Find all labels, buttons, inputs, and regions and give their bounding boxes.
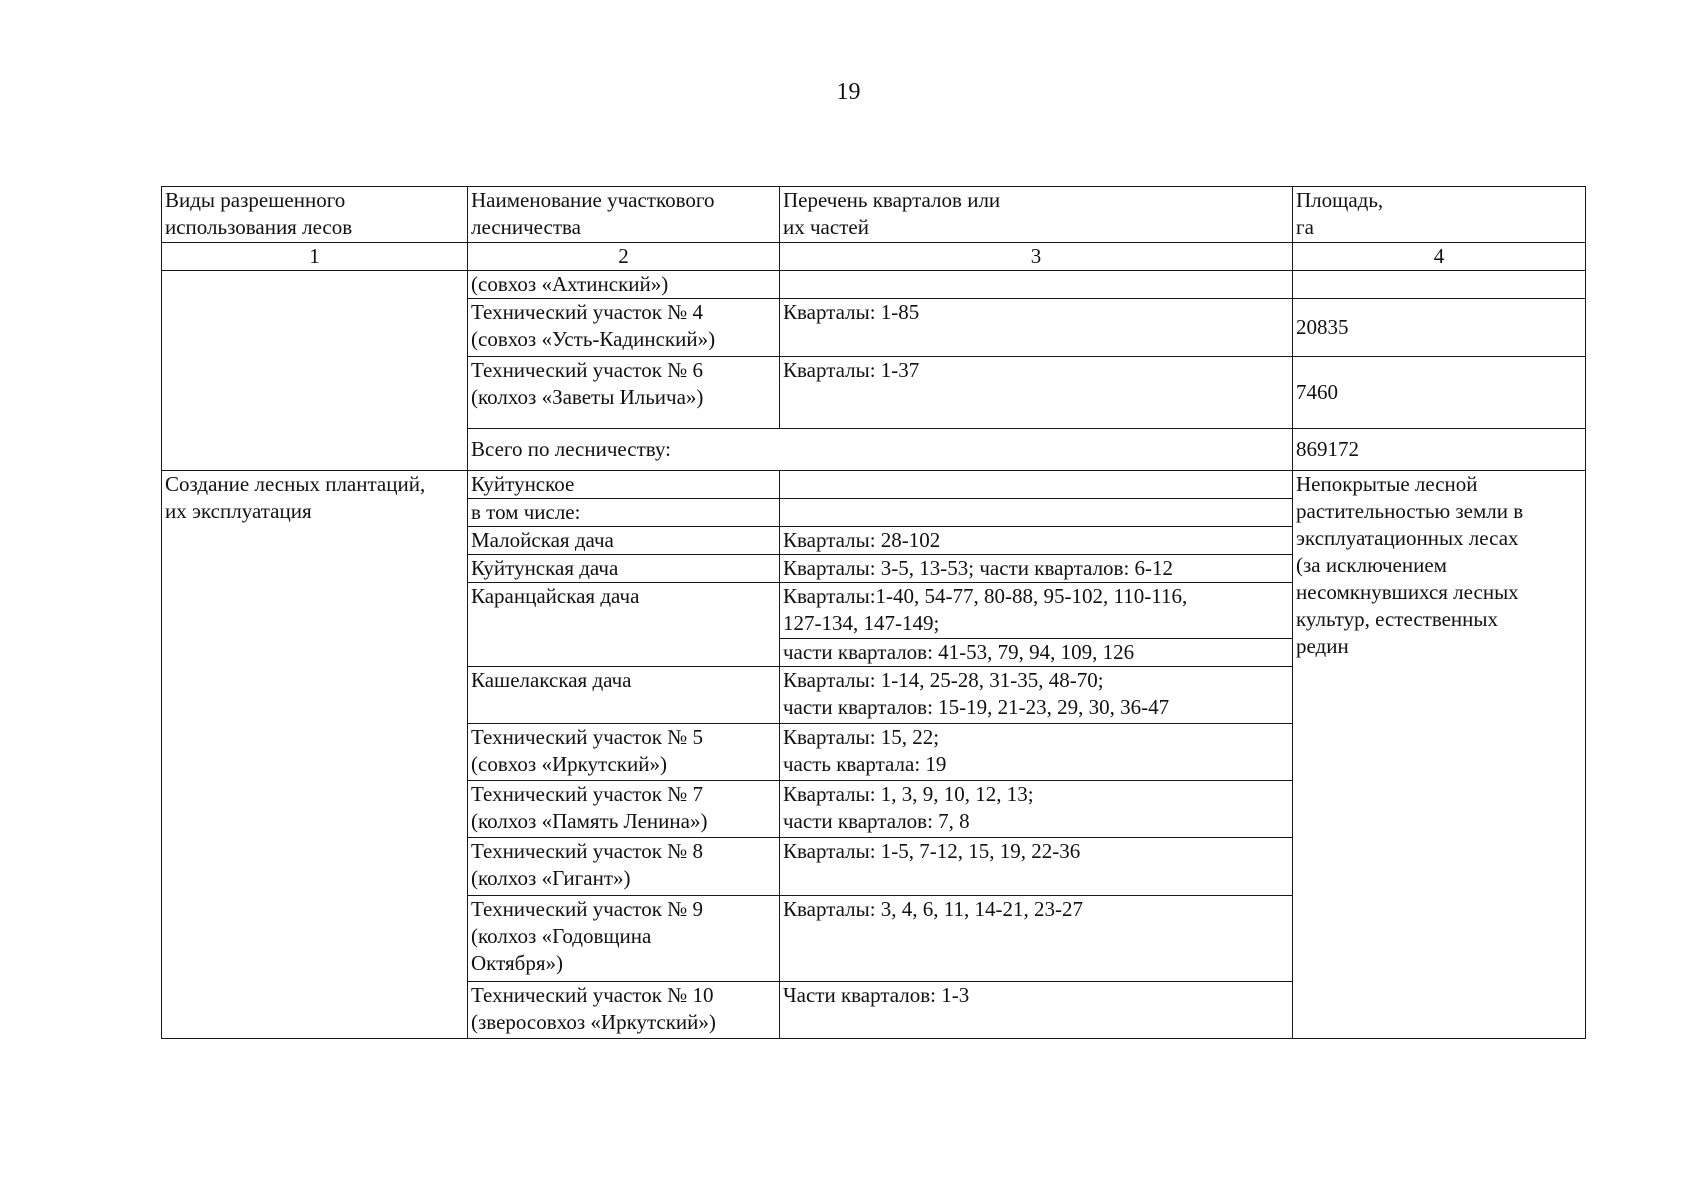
column-number: 2	[468, 243, 780, 271]
forestry-name-cell: Малойская дача	[468, 527, 780, 555]
forestry-name-cell: Технический участок № 4 (совхоз «Усть-Кадинский»)	[468, 299, 780, 357]
header-forestry-name: Наименование участкового лесничества	[468, 187, 780, 243]
forestry-name-cell: Куйтунское	[468, 471, 780, 499]
column-number: 4	[1293, 243, 1586, 271]
quarters-cell: Кварталы: 1-5, 7-12, 15, 19, 22-36	[780, 838, 1293, 896]
forestry-name-cell: Технический участок № 6 (колхоз «Заветы Ильича»)	[468, 357, 780, 429]
forestry-name-cell: Куйтунская дача	[468, 555, 780, 583]
quarters-cell: Кварталы: 15, 22; часть квартала: 19	[780, 724, 1293, 781]
quarters-cell: Части кварталов: 1-3	[780, 982, 1293, 1039]
column-number-row	[162, 243, 1586, 271]
forestry-name-cell: Каранцайская дача	[468, 583, 780, 667]
quarters-cell: Кварталы: 1-37	[780, 357, 1293, 429]
column-number: 3	[780, 243, 1293, 271]
quarters-cell: Кварталы: 3, 4, 6, 11, 14-21, 23-27	[780, 896, 1293, 982]
page-number: 19	[836, 79, 861, 105]
quarters-cell: Кварталы: 1-14, 25-28, 31-35, 48-70; части кварталов: 15-19, 21-23, 29, 30, 36-47	[780, 667, 1293, 724]
quarters-cell: Кварталы: 1-85	[780, 299, 1293, 357]
table-header-row	[162, 187, 1586, 243]
quarters-cell: Кварталы:1-40, 54-77, 80-88, 95-102, 110-116, 127-134, 147-149;	[780, 583, 1293, 639]
forestry-name-cell: Технический участок № 5 (совхоз «Иркутский»)	[468, 724, 780, 781]
forestry-name-cell: Технический участок № 9 (колхоз «Годовщина Октября»)	[468, 896, 780, 982]
forest-use-table	[161, 186, 1586, 1039]
table-row	[162, 271, 1586, 299]
total-label: Всего по лесничеству:	[468, 429, 1293, 471]
quarters-cell: Кварталы: 28-102	[780, 527, 1293, 555]
forestry-name-cell: в том числе:	[468, 499, 780, 527]
forestry-name-cell: Технический участок № 7 (колхоз «Память Ленина»)	[468, 781, 780, 838]
area-note-cell: Непокрытые лесной растительностью земли в эксплуатационных лесах (за исключением несомкнувшихся лесных культур, естественных редин	[1293, 471, 1586, 1039]
use-type-cell: Создание лесных плантаций, их эксплуатация	[162, 471, 468, 1039]
forestry-name-cell: Технический участок № 10 (зверосовхоз «Иркутский»)	[468, 982, 780, 1039]
header-quarters-list: Перечень кварталов или их частей	[780, 187, 1293, 243]
quarters-cell	[780, 271, 1293, 299]
header-area: Площадь, га	[1293, 187, 1586, 243]
quarters-cell: части кварталов: 41-53, 79, 94, 109, 126	[780, 639, 1293, 667]
area-cell: 20835	[1293, 299, 1586, 357]
quarters-cell	[780, 471, 1293, 499]
quarters-cell: Кварталы: 1, 3, 9, 10, 12, 13; части кварталов: 7, 8	[780, 781, 1293, 838]
forestry-name-cell: (совхоз «Ахтинский»)	[468, 271, 780, 299]
forestry-name-cell: Технический участок № 8 (колхоз «Гигант»)	[468, 838, 780, 896]
total-area: 869172	[1293, 429, 1586, 471]
use-type-cell-empty	[162, 271, 468, 471]
header-use-type: Виды разрешенного использования лесов	[162, 187, 468, 243]
quarters-cell	[780, 499, 1293, 527]
column-number: 1	[162, 243, 468, 271]
forestry-name-cell: Кашелакская дача	[468, 667, 780, 724]
area-cell: 7460	[1293, 357, 1586, 429]
area-cell	[1293, 271, 1586, 299]
quarters-cell: Кварталы: 3-5, 13-53; части кварталов: 6-12	[780, 555, 1293, 583]
table-row	[162, 471, 1586, 499]
